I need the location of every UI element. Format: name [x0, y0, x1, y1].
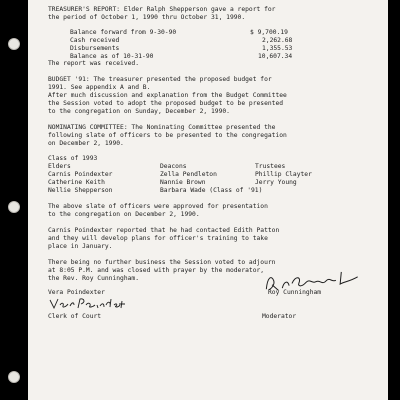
clerk-signature: [48, 297, 128, 314]
class-heading: Class of 1993: [48, 155, 98, 162]
deacon-name: Barbara Wade (Class of '91): [160, 187, 263, 194]
ledger-amount: 10,607.34: [258, 53, 293, 60]
ledger-label: Cash received: [70, 37, 120, 44]
punch-hole: [8, 38, 20, 50]
elder-name: Catherine Keith: [48, 179, 105, 186]
deacon-name: Zella Pendleton: [160, 171, 217, 178]
punch-hole: [8, 201, 20, 213]
moderator-title: Moderator: [262, 313, 297, 320]
approved-line: The above slate of officers were approved for presentation: [48, 203, 268, 210]
deacon-name: Nannie Brown: [160, 179, 206, 186]
ledger-label: Balance forward from 9-30-90: [70, 29, 177, 36]
budget-line: the Session voted to adopt the proposed budget to be presented: [48, 100, 284, 107]
trustee-name: Jerry Young: [255, 179, 297, 186]
elder-name: Carnis Poindexter: [48, 171, 113, 178]
treasurer-report-line: the period of October 1, 1990 thru October 31, 1990.: [48, 14, 246, 21]
adjourn-line: the Rev. Roy Cunningham.: [48, 275, 139, 282]
deacons-header: Deacons: [160, 163, 187, 170]
ledger-label: Disbursements: [70, 45, 120, 52]
budget-line: to the congregation on Sunday, December 2, 1990.: [48, 108, 230, 115]
ledger-label: Balance as of 10-31-90: [70, 53, 154, 60]
adjourn-line: at 8:05 P.M. and was closed with prayer by the moderator,: [48, 267, 265, 274]
scan-border: [388, 0, 400, 400]
clerk-title: Clerk of Court: [48, 313, 102, 320]
budget-line: BUDGET '91: The treasurer presented the proposed budget for: [48, 76, 272, 83]
handwritten-signature-icon: [48, 297, 128, 311]
ledger-amount: $ 9,700.19: [250, 29, 288, 36]
adjourn-line: There being no further business the Session voted to adjourn: [48, 259, 276, 266]
training-line: and they will develop plans for officer's training to take: [48, 235, 268, 242]
moderator-name: Roy Cunningham: [268, 289, 322, 296]
nominating-line: following slate of officers to be presented to the congregation: [48, 132, 287, 139]
ledger-amount: 1,355.53: [262, 45, 293, 52]
trustees-header: Trustees: [255, 163, 286, 170]
treasurer-report-line: TREASURER'S REPORT: Elder Ralph Shepperson gave a report for: [48, 6, 276, 13]
nominating-line: on December 2, 1990.: [48, 140, 124, 147]
punch-hole: [8, 371, 20, 383]
training-line: place in January.: [48, 243, 113, 250]
ledger-amount: 2,262.68: [262, 37, 293, 44]
trustee-name: Phillip Clayter: [255, 171, 312, 178]
clerk-name: Vera Poindexter: [48, 289, 105, 296]
training-line: Carnis Poindexter reported that he had contacted Edith Patton: [48, 227, 280, 234]
budget-line: After much discussion and explanation from the Budget Committee: [48, 92, 287, 99]
budget-line: 1991. See appendix A and B.: [48, 84, 151, 91]
nominating-line: NOMINATING COMMITTEE: The Nominating Committee presented the: [48, 124, 276, 131]
report-received: The report was received.: [48, 60, 139, 67]
approved-line: to the congregation on December 2, 1990.: [48, 211, 200, 218]
elders-header: Elders: [48, 163, 71, 170]
elder-name: Nellie Shepperson: [48, 187, 113, 194]
